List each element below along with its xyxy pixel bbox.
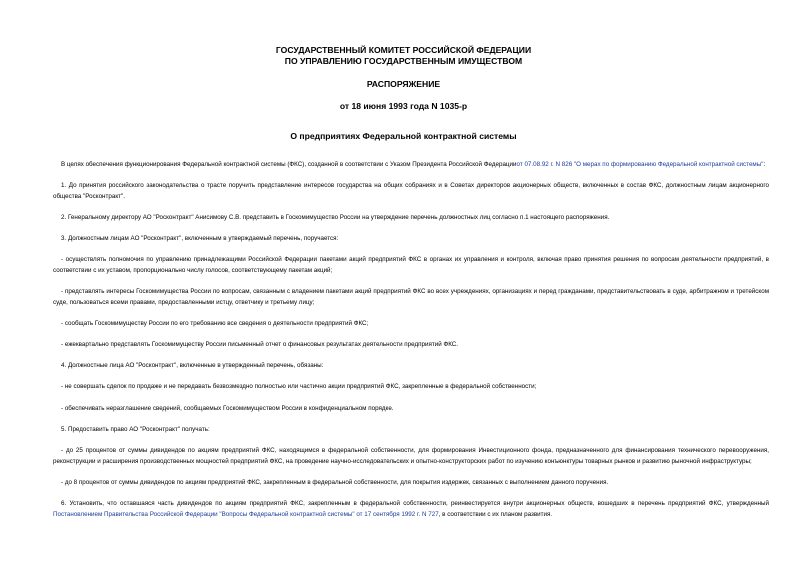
issuer-heading: [0, 45, 807, 67]
paragraph-4: 4. Должностные лица АО "Росконтракт", включенные в утвержденный перечень, обязаны:: [61, 362, 324, 370]
paragraph-5: 5. Предоставить право АО "Росконтракт" получать:: [61, 425, 210, 433]
paragraph-3-item-1: - осуществлять полномочия по управлению принадлежащими Российской Федерации пакетами акций предприятий ФКС в органах их управления и контроля, включая право принятия решения по вопросам деятельности предприятий, в соответствии с их уставом, пропорционально числу голосов, соответствующему пакетам акций;: [53, 256, 769, 274]
paragraph-1: 1. До принятия российского законодательства о трасте поручить представление интересов государства на общих собраниях и в Советах директоров акционерных обществ, включенных в состав ФКС, должностным лицам акционерного общества "Росконтракт".: [53, 182, 769, 200]
paragraph-3-item-3: - сообщать Госкомимуществу России по его требованию все сведения о деятельности предприятий ФКС;: [61, 319, 369, 327]
paragraph-preamble: В целях обеспечения функционирования Федеральной контрактной системы (ФКС), созданной в соответствии с Указом Президента Российской Федерацииот 07.08.92 г. N 826 "О мерах по формированию Федеральной контрактной системы":: [61, 161, 766, 168]
document-body: [53, 160, 769, 531]
paragraph-3-item-4: - ежеквартально представлять Госкомимуществу России письменный отчет о финансовых результатах деятельности предприятий ФКС.: [61, 341, 459, 349]
paragraph-3: 3. Должностным лицам АО "Росконтракт", включенным в утверждаемый перечень, поручается:: [61, 235, 339, 243]
document-date-number: от 18 июня 1993 года N 1035-р: [339, 101, 468, 111]
resolution-727-link[interactable]: от 17 сентября 1992 г. N 727: [356, 510, 439, 518]
issuer-line-1: ГОСУДАРСТВЕННЫЙ КОМИТЕТ РОССИЙСКОЙ ФЕДЕРАЦИИ: [275, 45, 532, 55]
paragraph-4-item-2: - обеспечивать неразглашение сведений, сообщаемых Госкомимуществом России в конфиденциальном порядке.: [61, 404, 394, 412]
paragraph-5-item-2: - до 8 процентов от суммы дивидендов по акциям предприятий ФКС, закрепленным в федеральной собственности, для покрытия издержек, связанных с выполнением данного поручения.: [61, 478, 609, 486]
document-title: О предприятиях Федеральной контрактной системы: [290, 131, 517, 141]
resolution-link[interactable]: Постановлением Правительства Российской Федерации "Вопросы Федеральной контрактной системы": [53, 510, 355, 518]
paragraph-5-item-1: - до 25 процентов от суммы дивидендов по акциям предприятий ФКС, находящимся в федеральной собственности, для формирования Инвестиционного фонда, предназначенного для финансирования технического перевооружения, реконструкции и расширения производственных мощностей предприятий ФКС, на проведение научно-исследовательских и опытно-конструкторских работ по изучению конъюнктуры товарных рынков и развитию рыночной инфраструктуры;: [53, 447, 769, 465]
paragraph-2: 2. Генеральному директору АО "Росконтракт" Анисимову С.В. представить в Госкомимущество России на утверждение перечень должностных лиц согласно п.1 настоящего распоряжения.: [61, 213, 610, 221]
decree-826-link[interactable]: от 07.08.92 г. N 826 "О мерах по формированию Федеральной контрактной системы": [516, 161, 764, 168]
paragraph-6: 6. Установить, что оставшаяся часть дивидендов по акциям предприятий ФКС, закрепленным в федеральной собственности, реинвестируется внутри акционерных обществ, вошедших в перечень предприятий ФКС, утвержденный Постановлением Правительства Российской Федерации "Вопросы Федеральной контрактной системы" от 17 сентября 1992 г. N 727, в соответствии с их планом развития.: [53, 500, 769, 518]
paragraph-4-item-1: - не совершать сделок по продаже и не передавать безвозмездно полностью или частично акции предприятий ФКС, закрепленные в федеральной собственности;: [61, 383, 537, 391]
document-type: РАСПОРЯЖЕНИЕ: [366, 79, 441, 89]
issuer-line-2: ПО УПРАВЛЕНИЮ ГОСУДАРСТВЕННЫМ ИМУЩЕСТВОМ: [284, 56, 523, 66]
paragraph-3-item-2: - представлять интересы Госкомимущества России по вопросам, связанным с владением пакетами акций предприятий ФКС во всех учреждениях, организациях и перед гражданами, представительствовать в суде, арбитражном и третейском суде, пользоваться всеми правами, предоставленными истцу, ответчику и третьему лицу;: [53, 288, 769, 306]
